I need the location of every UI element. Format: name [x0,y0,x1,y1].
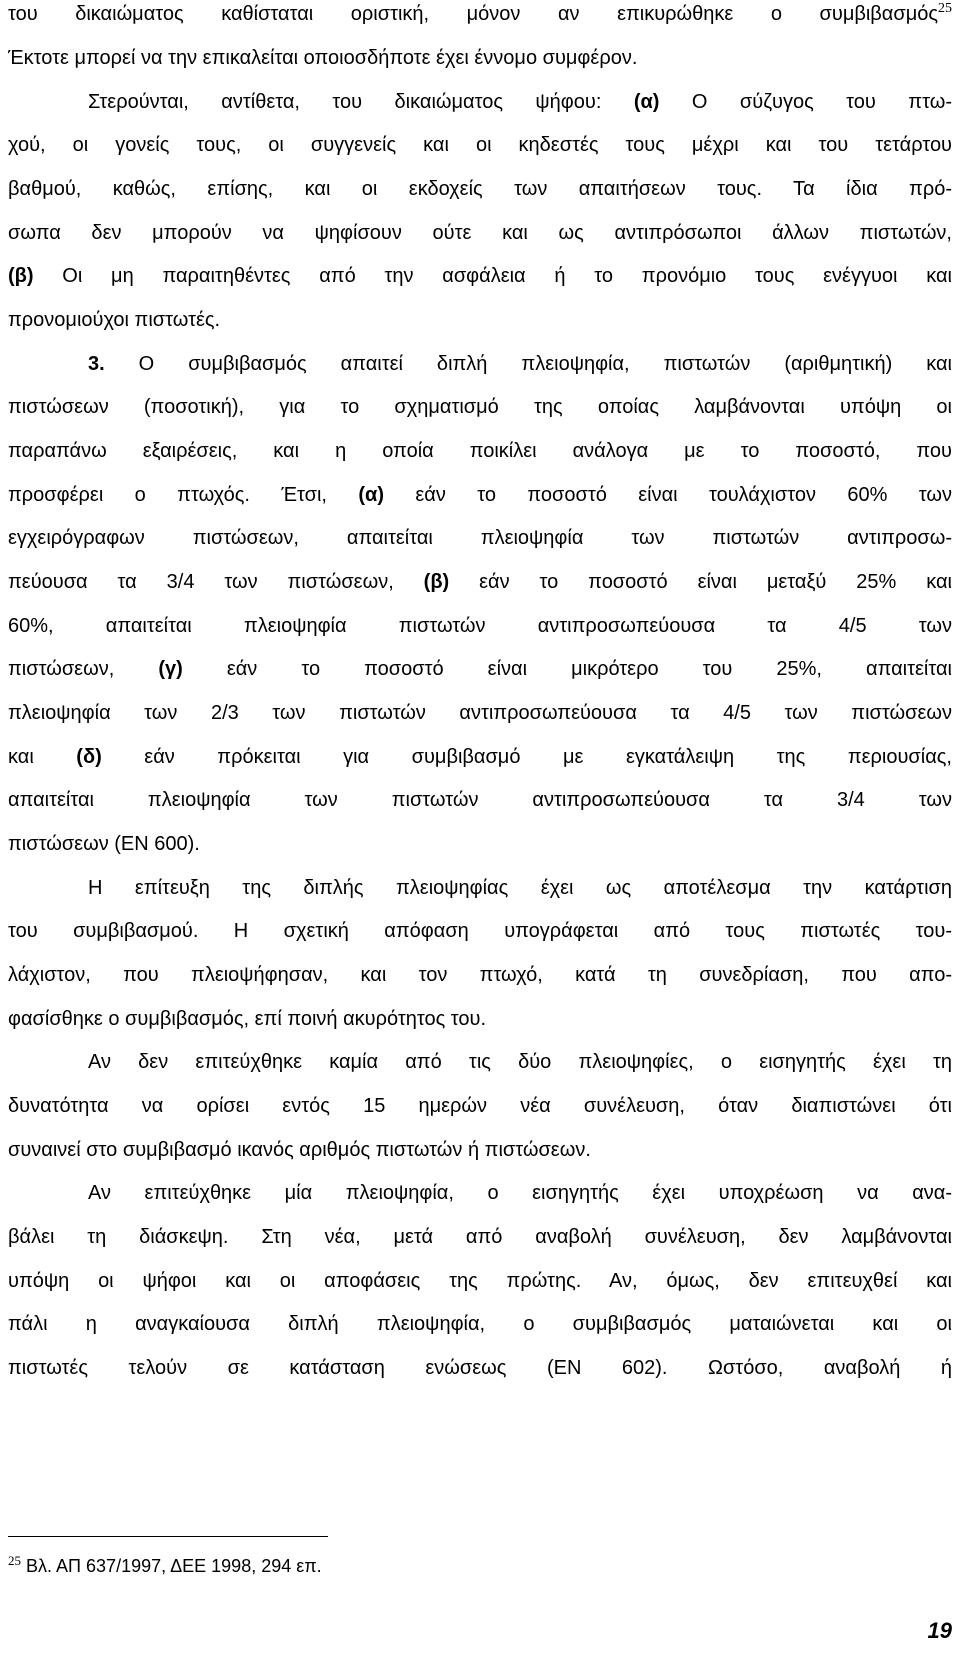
text-line: Αν επιτεύχθηκε μία πλειοψηφία, ο εισηγητής έχει υποχρέωση να ανα- [88,1182,952,1204]
text-line: συναινεί στο συμβιβασμό ικανός αριθμός πιστωτών ή πιστώσεων. [8,1139,591,1161]
footnote [8,1554,322,1578]
text-line: εγχειρόγραφων πιστώσεων, απαιτείται πλειοψηφία των πιστωτών αντιπροσω- [8,527,952,549]
text-line: παραπάνω εξαιρέσεις, και η οποία ποικίλει ανάλογα με το ποσοστό, που [8,440,952,462]
text-line: Η επίτευξη της διπλής πλειοψηφίας έχει ως αποτέλεσμα την κατάρτιση [88,877,952,899]
text-line: 3. Ο συμβιβασμός απαιτεί διπλή πλειοψηφία, πιστωτών (αριθμητική) και [88,353,952,375]
text-line: Αν δεν επιτεύχθηκε καμία από τις δύο πλειοψηφίες, ο εισηγητής έχει τη [88,1051,952,1073]
text-line: λάχιστον, που πλειοψήφησαν, και τον πτωχό, κατά τη συνεδρίαση, που απο- [8,964,952,986]
text-line: του συμβιβασμού. Η σχετική απόφαση υπογράφεται από τους πιστωτές του- [8,920,952,942]
text-line: 60%, απαιτείται πλειοψηφία πιστωτών αντιπροσωπεύουσα τα 4/5 των [8,615,952,637]
page-number: 19 [927,1618,952,1643]
text-line: του δικαιώματος καθίσταται οριστική, μόνον αν επικυρώθηκε ο συμβιβασμός$^{25}$ [8,1,952,25]
text-line: πιστώσεων, (γ) εάν το ποσοστό είναι μικρότερο του 25%, απαιτείται [8,658,952,680]
footnote-reference: 25 [938,1,952,16]
text-line: προσφέρει ο πτωχός. Έτσι, (α) εάν το ποσοστό είναι τουλάχιστον 60% των [8,484,953,506]
text-line: (β) Οι μη παραιτηθέντες από την ασφάλεια ή το προνόμιο τους ενέγγυοι και [8,265,952,287]
document-page [8,0,952,1654]
text-line: πιστωτές τελούν σε κατάσταση ενώσεως (ΕΝ 602). Ωστόσο, αναβολή ή [8,1357,952,1379]
text-line: προνομιούχοι πιστωτές. [8,309,221,331]
text-line: Έκτοτε μπορεί να την επικαλείται οποιοσδήποτε έχει έννομο συμφέρον. [8,47,638,69]
text-line: σωπα δεν μπορούν να ψηφίσουν ούτε και ως αντιπρόσωποι άλλων πιστωτών, [8,222,952,244]
footnote-separator [8,1536,328,1537]
text-line: και (δ) εάν πρόκειται για συμβιβασμό με εγκατάλειψη της περιουσίας, [8,746,952,768]
text-line: φασίσθηκε ο συμβιβασμός, επί ποινή ακυρότητος του. [8,1008,487,1030]
text-line: δυνατότητα να ορίσει εντός 15 ημερών νέα συνέλευση, όταν διαπιστώνει ότι [8,1095,952,1117]
text-line: πεύουσα τα 3/4 των πιστώσεων, (β) εάν το ποσοστό είναι μεταξύ 25% και [8,571,952,593]
text-line: πιστώσεων (ΕΝ 600). [8,833,200,855]
text-line: βαθμού, καθώς, επίσης, και οι εκδοχείς των απαιτήσεων τους. Τα ίδια πρό- [8,178,952,200]
text-line: υπόψη οι ψήφοι και οι αποφάσεις της πρώτης. Αν, όμως, δεν επιτευχθεί και [8,1270,952,1292]
text-line: πλειοψηφία των 2/3 των πιστωτών αντιπροσωπεύουσα τα 4/5 των πιστώσεων [8,702,952,724]
text-line: βάλει τη διάσκεψη. Στη νέα, μετά από αναβολή συνέλευση, δεν λαμβάνονται [8,1226,952,1248]
text-line: απαιτείται πλειοψηφία των πιστωτών αντιπροσωπεύουσα τα 3/4 των [8,789,952,811]
footnote-number: 25 [8,1553,21,1568]
text-line: πιστώσεων (ποσοτική), για το σχηματισμό της οποίας λαμβάνονται υπόψη οι [8,396,952,418]
text-line: πάλι η αναγκαίουσα διπλή πλειοψηφία, ο συμβιβασμός ματαιώνεται και οι [8,1313,952,1335]
text-line: χού, οι γονείς τους, οι συγγενείς και οι κηδεστές τους μέχρι και του τετάρτου [8,134,952,156]
text-line: Στερούνται, αντίθετα, του δικαιώματος ψήφου: (α) Ο σύζυγος του πτω- [88,91,952,113]
footnote-text: Βλ. ΑΠ 637/1997, ΔΕΕ 1998, 294 επ. [26,1556,322,1576]
